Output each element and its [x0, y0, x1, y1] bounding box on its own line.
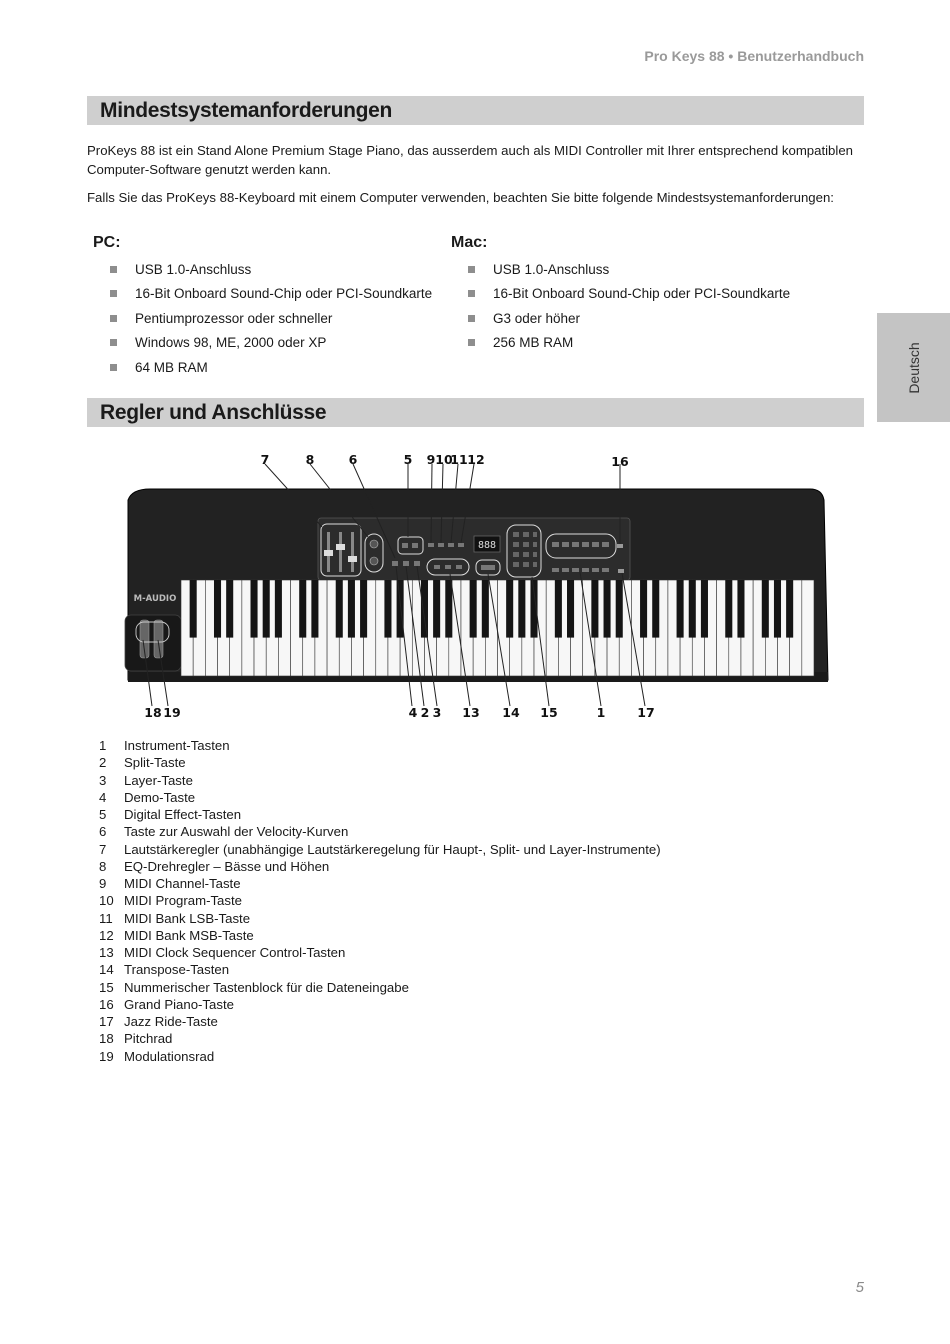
mac-heading: Mac: — [451, 234, 488, 251]
square-bullet-icon — [468, 339, 475, 346]
language-label: Deutsch — [905, 341, 922, 394]
black-key[interactable] — [251, 580, 258, 638]
black-key[interactable] — [616, 580, 623, 638]
black-key[interactable] — [725, 580, 732, 638]
black-key[interactable] — [591, 580, 598, 638]
grand-piano-button[interactable] — [617, 544, 623, 548]
volume-slider-layer[interactable] — [351, 532, 354, 572]
sequencer-button[interactable] — [445, 565, 451, 569]
black-key[interactable] — [506, 580, 513, 638]
black-key[interactable] — [360, 580, 367, 638]
black-key[interactable] — [190, 580, 197, 638]
legend-row: 11 MIDI Bank LSB-Taste — [99, 910, 251, 926]
callout-11: 11 — [450, 452, 468, 467]
intro-paragraph: ProKeys 88 ist ein Stand Alone Premium Stage Piano, das ausserdem auch als MIDI Controller mit Ihrer entsprechend kompatiblen Computer-Software genutzt werden kann. — [87, 143, 853, 177]
legend-row: 15 Nummerischer Tastenblock für die Dateneingabe — [99, 979, 409, 995]
page-number: 5 — [855, 1279, 864, 1296]
black-key[interactable] — [214, 580, 221, 638]
pc-list — [87, 258, 432, 380]
legend-row: 10 MIDI Program-Taste — [99, 893, 242, 909]
black-key[interactable] — [677, 580, 684, 638]
square-bullet-icon — [468, 290, 475, 297]
section-heading-bar — [87, 96, 864, 125]
black-key[interactable] — [567, 580, 574, 638]
black-key[interactable] — [275, 580, 282, 638]
callout-15: 15 — [540, 705, 558, 720]
legend-row: 4 Demo-Taste — [99, 789, 196, 805]
keyboard-figure — [0, 440, 950, 730]
black-key[interactable] — [263, 580, 270, 638]
black-key[interactable] — [555, 580, 562, 638]
square-bullet-icon — [110, 290, 117, 297]
legend-row: 5 Digital Effect-Tasten — [99, 807, 242, 822]
callout-14: 14 — [502, 705, 520, 720]
wheel-well — [125, 615, 181, 671]
square-bullet-icon — [110, 364, 117, 371]
pc-requirements — [87, 234, 432, 380]
callout-5: 5 — [403, 452, 413, 467]
demo-button[interactable] — [392, 561, 398, 566]
black-key[interactable] — [299, 580, 306, 638]
black-key[interactable] — [445, 580, 452, 638]
section-heading-bar — [87, 398, 864, 427]
legend-row: 9 MIDI Channel-Taste — [99, 876, 241, 891]
list-item: USB 1.0-Anschluss — [445, 258, 790, 282]
legend-row: 19 Modulationsrad — [99, 1048, 215, 1064]
black-key[interactable] — [737, 580, 744, 638]
legend-row: 14 Transpose-Tasten — [99, 962, 230, 978]
legend-row: 3 Layer-Taste — [99, 772, 193, 788]
black-key[interactable] — [226, 580, 233, 638]
eq-bass-knob[interactable] — [370, 540, 378, 548]
effect-button[interactable] — [412, 543, 418, 548]
black-key[interactable] — [397, 580, 404, 638]
black-key[interactable] — [689, 580, 696, 638]
legend-row: 7 Lautstärkeregler (unabhängige Lautstärkeregelung für Haupt-, Split- und Layer-Instrumente) — [99, 841, 661, 857]
callout-10: 10 — [435, 452, 453, 467]
list-item: 16-Bit Onboard Sound-Chip oder PCI-Soundkarte — [445, 282, 790, 306]
modulation-wheel[interactable] — [154, 620, 163, 658]
callout-17: 17 — [637, 705, 655, 720]
callout-18: 18 — [144, 705, 162, 720]
section-title-controls: Regler und Anschlüsse — [100, 401, 327, 424]
callout-16: 16 — [611, 454, 629, 469]
callout-4: 4 — [408, 705, 418, 720]
black-key[interactable] — [640, 580, 647, 638]
list-item: Windows 98, ME, 2000 oder XP — [87, 331, 432, 355]
legend-list — [99, 737, 661, 1065]
legend-row: 12 MIDI Bank MSB-Taste — [99, 927, 254, 943]
legend-row: 16 Grand Piano-Taste — [99, 996, 234, 1012]
black-key[interactable] — [421, 580, 428, 638]
language-side-tab — [877, 313, 950, 422]
callout-2: 2 — [420, 705, 430, 720]
callout-12: 12 — [467, 452, 485, 467]
black-key[interactable] — [336, 580, 343, 638]
black-key[interactable] — [762, 580, 769, 638]
callout-6: 6 — [348, 452, 358, 467]
black-key[interactable] — [470, 580, 477, 638]
callout-3: 3 — [432, 705, 442, 720]
black-key[interactable] — [774, 580, 781, 638]
square-bullet-icon — [468, 266, 475, 273]
black-key[interactable] — [701, 580, 708, 638]
midi-bank-lsb-button[interactable] — [448, 543, 454, 547]
black-key[interactable] — [482, 580, 489, 638]
section-title-requirements: Mindestsystemanforderungen — [100, 99, 393, 122]
mac-list — [445, 258, 790, 356]
callout-9: 9 — [426, 452, 436, 467]
list-item: 16-Bit Onboard Sound-Chip oder PCI-Soundkarte — [87, 282, 432, 306]
square-bullet-icon — [110, 315, 117, 322]
layer-button[interactable] — [414, 561, 420, 566]
pc-heading: PC: — [93, 234, 121, 251]
mac-requirements — [445, 234, 790, 356]
legend-row: 13 MIDI Clock Sequencer Control-Tasten — [99, 945, 346, 960]
sequencer-button[interactable] — [456, 565, 462, 569]
running-header: Pro Keys 88 • Benutzerhandbuch — [644, 48, 864, 64]
black-key[interactable] — [433, 580, 440, 638]
white-key[interactable] — [802, 580, 814, 676]
legend-row: 17 Jazz Ride-Taste — [99, 1014, 218, 1029]
callout-19: 19 — [163, 705, 181, 720]
list-item: 64 MB RAM — [87, 356, 432, 380]
transpose-button[interactable] — [481, 565, 495, 570]
legend-row: 6 Taste zur Auswahl der Velocity-Kurven — [99, 824, 349, 840]
black-key[interactable] — [348, 580, 355, 638]
volume-slider-split[interactable] — [339, 532, 342, 572]
square-bullet-icon — [468, 315, 475, 322]
callout-1: 1 — [596, 705, 606, 720]
led-display-text: 888 — [477, 540, 497, 551]
split-button[interactable] — [403, 561, 409, 566]
black-key[interactable] — [518, 580, 525, 638]
keyboard-illustration — [0, 440, 950, 730]
callout-13: 13 — [462, 705, 480, 720]
list-item: G3 oder höher — [445, 307, 790, 331]
brand-logo: M-AUDIO — [133, 594, 177, 604]
midi-program-button[interactable] — [438, 543, 444, 547]
list-item: 256 MB RAM — [445, 331, 790, 355]
black-key[interactable] — [311, 580, 318, 638]
black-key[interactable] — [652, 580, 659, 638]
effect-button[interactable] — [402, 543, 408, 548]
black-key[interactable] — [604, 580, 611, 638]
requirements-paragraph: Falls Sie das ProKeys 88-Keyboard mit einem Computer verwenden, beachten Sie bitte folgende Mindestsystemanforderungen: — [87, 190, 834, 205]
volume-slider-cap[interactable] — [324, 550, 333, 556]
list-item: Pentiumprozessor oder schneller — [87, 307, 432, 331]
jazz-ride-button[interactable] — [618, 569, 624, 573]
square-bullet-icon — [110, 339, 117, 346]
sequencer-button[interactable] — [434, 565, 440, 569]
legend-row: 2 Split-Taste — [99, 755, 186, 771]
callout-8: 8 — [305, 452, 315, 467]
volume-slider-cap[interactable] — [348, 556, 357, 562]
legend-row: 1 Instrument-Tasten — [99, 738, 230, 753]
legend-row: 18 Pitchrad — [99, 1031, 173, 1047]
midi-channel-button[interactable] — [428, 543, 434, 547]
volume-slider-cap[interactable] — [336, 544, 345, 550]
list-item: USB 1.0-Anschluss — [87, 258, 432, 282]
black-key[interactable] — [384, 580, 391, 638]
eq-treble-knob[interactable] — [370, 557, 378, 565]
black-key[interactable] — [786, 580, 793, 638]
square-bullet-icon — [110, 266, 117, 273]
midi-bank-msb-button[interactable] — [458, 543, 464, 547]
callout-7: 7 — [260, 452, 270, 467]
legend-row: 8 EQ-Drehregler – Bässe und Höhen — [99, 858, 330, 874]
